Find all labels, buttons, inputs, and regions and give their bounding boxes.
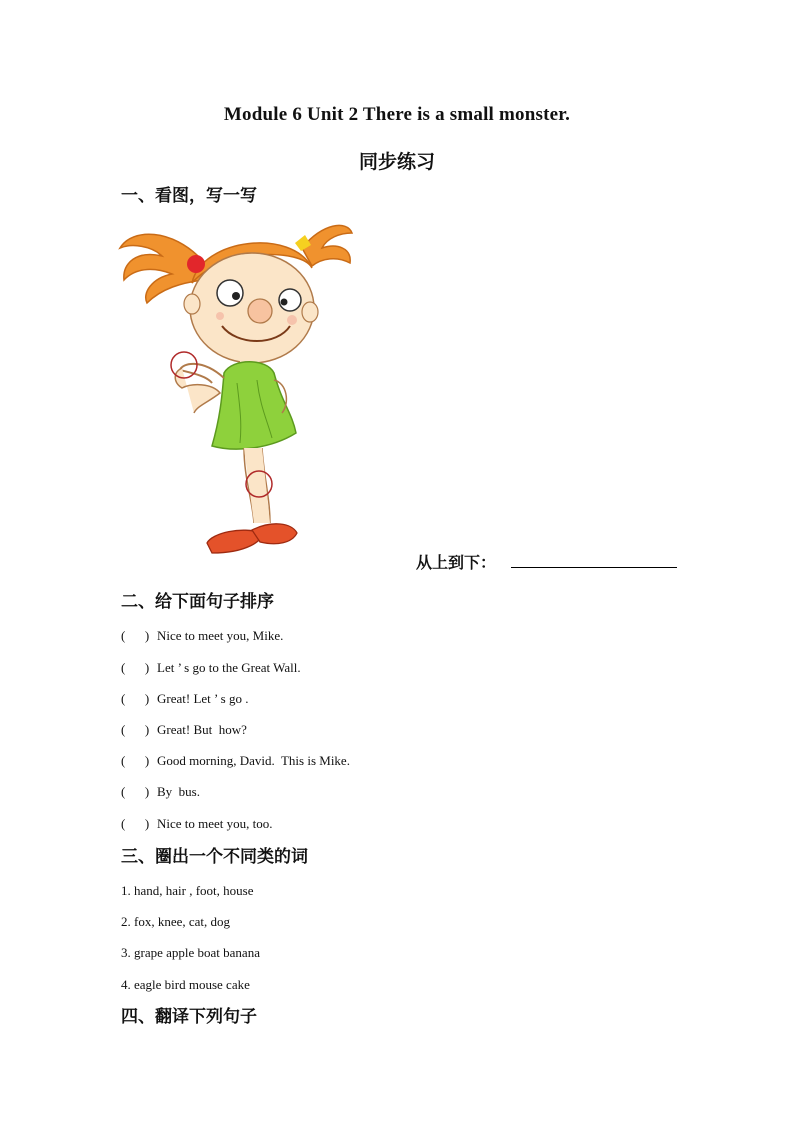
answer-paren[interactable]: ( ) <box>121 628 150 643</box>
odd-word-item: 4. eagle bird mouse cake <box>121 977 250 992</box>
ordering-item-text: By bus. <box>157 784 200 799</box>
ordering-item <box>121 816 273 832</box>
answer-paren[interactable]: ( ) <box>121 784 150 799</box>
answer-paren[interactable]: ( ) <box>121 660 150 675</box>
ordering-item-text: Nice to meet you, Mike. <box>157 628 284 643</box>
ordering-item <box>121 628 283 644</box>
ordering-item-text: Great! Let ’ s go . <box>157 691 249 706</box>
ordering-item-text: Nice to meet you, too. <box>157 816 273 831</box>
answer-paren[interactable]: ( ) <box>121 691 150 706</box>
section2-heading: 二、给下面句子排序 <box>121 592 274 612</box>
section4-heading: 四、翻译下列句子 <box>121 1007 257 1027</box>
answer-paren[interactable]: ( ) <box>121 753 150 768</box>
ordering-item <box>121 753 350 769</box>
ordering-item <box>121 722 247 738</box>
answer-label: 从上到下： <box>416 553 497 572</box>
odd-word-item: 2. fox, knee, cat, dog <box>121 914 231 929</box>
section3-heading: 三、圈出一个不同类的词 <box>121 847 308 867</box>
odd-word-item: 3. grape apple boat banana <box>121 945 260 960</box>
ordering-item <box>121 784 200 800</box>
page-title: Module 6 Unit 2 There is a small monster. <box>223 104 571 125</box>
ordering-item-text: Great! But how? <box>157 722 247 737</box>
page-subtitle: 同步练习 <box>358 151 435 173</box>
odd-word-item: 1. hand, hair , foot, house <box>121 883 254 898</box>
answer-paren[interactable]: ( ) <box>121 816 150 831</box>
ordering-item-text: Let ’ s go to the Great Wall. <box>157 660 301 675</box>
answer-paren[interactable]: ( ) <box>121 722 150 737</box>
girl-illustration <box>112 208 362 573</box>
ordering-item-text: Good morning, David. This is Mike. <box>157 753 350 768</box>
section1-heading: 一、看图，写一写 <box>121 186 257 206</box>
ordering-item <box>121 691 248 707</box>
ordering-item <box>121 660 301 676</box>
answer-blank-line[interactable] <box>511 567 677 568</box>
